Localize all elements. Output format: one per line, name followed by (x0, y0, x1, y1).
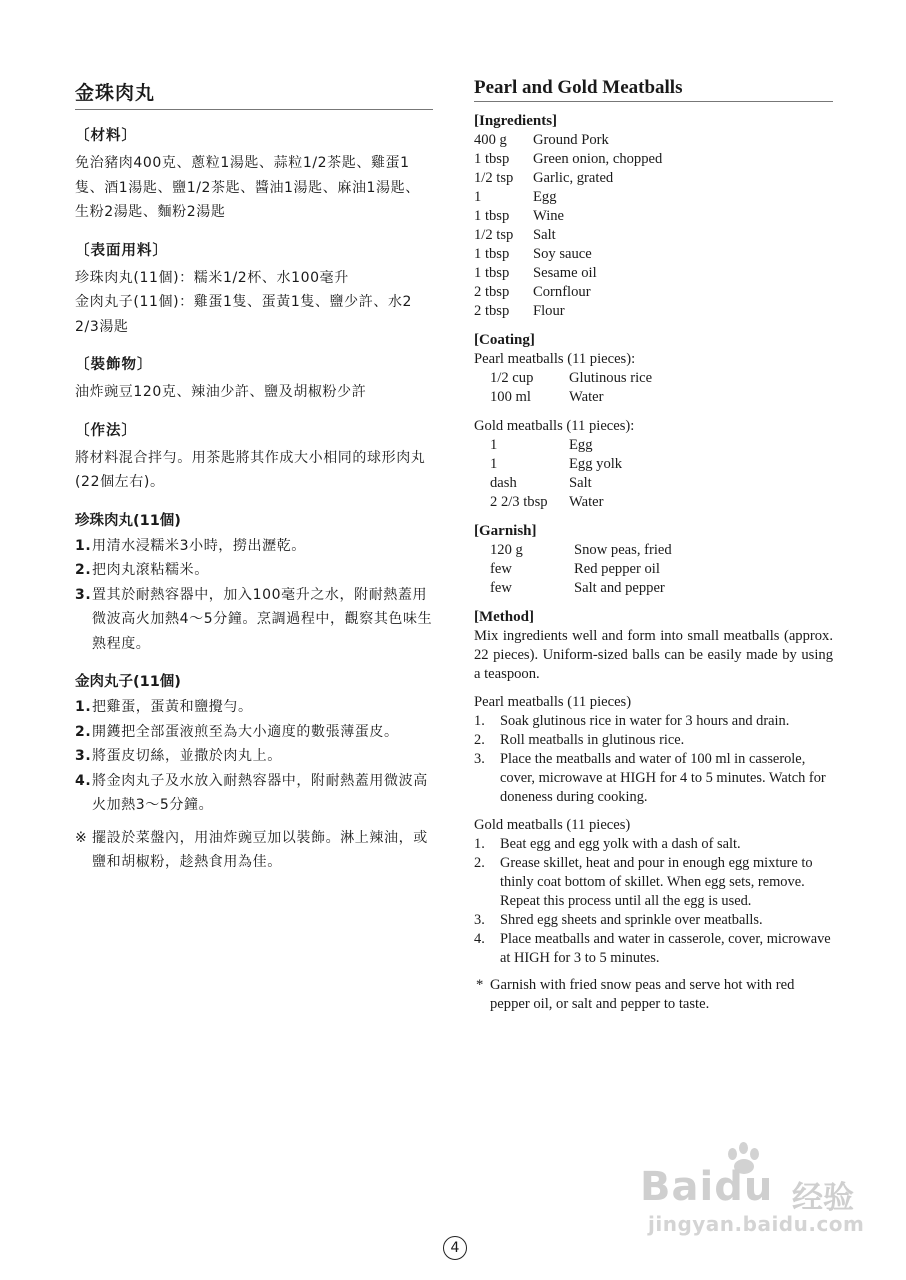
ingredient-row (474, 560, 833, 579)
step-number: 1. (75, 699, 92, 715)
ingredient-item: Water (569, 389, 604, 405)
chinese-column (75, 78, 433, 875)
ingredient-item: Glutinous rice (569, 370, 653, 386)
step-number: 2. (75, 723, 92, 740)
ingredient-item: Snow peas, fried (574, 542, 672, 558)
step-text: Beat egg and egg yolk with a dash of salt. (500, 836, 741, 852)
ingredient-item: Cornflour (533, 284, 591, 300)
step-text: Shred egg sheets and sprinkle over meatballs. (500, 912, 763, 928)
step-number: 1. (75, 537, 92, 554)
step-text: 將金肉丸子及水放入耐熱容器中，附耐熱蓋用微波高火加熱3～5分鐘。 (92, 772, 428, 813)
ingredient-qty: 1 (490, 437, 498, 453)
step-text: 置其於耐熱容器中，加入100毫升之水，附耐熱蓋用微波高火加熱4～5分鐘。烹調過程中，觀察其色味生熟程度。 (92, 586, 433, 652)
en-coating-pearl-list (474, 369, 833, 407)
list-item (474, 750, 833, 807)
list-item (474, 911, 833, 930)
en-method-text: Mix ingredients well and form into small meatballs (approx. 22 pieces). Uniform-sized balls can be easily made by using a teaspoon. (474, 628, 833, 682)
ingredient-row (474, 474, 833, 493)
step-number: 3. (75, 748, 92, 764)
watermark-cn-text: 经验 (792, 1180, 854, 1216)
ingredient-qty: 1/2 cup (490, 370, 534, 386)
ingredient-item: Red pepper oil (574, 561, 660, 577)
en-ingredients-list (474, 131, 833, 321)
ingredient-item: Ground Pork (533, 132, 609, 148)
ingredient-qty: 120 g (490, 542, 523, 558)
ingredient-item: Water (569, 494, 604, 510)
ingredient-item: Egg (569, 437, 593, 453)
step-text: 將蛋皮切絲，並撒於肉丸上。 (92, 748, 282, 764)
ingredient-qty: 100 ml (490, 389, 531, 405)
list-item (474, 930, 833, 968)
ingredient-row (474, 283, 833, 302)
zh-method-heading: 〔作法〕 (75, 422, 137, 439)
ingredient-qty: dash (490, 475, 517, 491)
ingredient-row (474, 302, 833, 321)
ingredient-qty: few (490, 561, 512, 577)
watermark-url: jingyan.baidu.com (648, 1212, 865, 1236)
ingredient-row (474, 131, 833, 150)
en-ingredients-heading: [Ingredients] (474, 113, 558, 129)
list-item (75, 769, 433, 818)
ingredient-item: Salt (533, 227, 556, 243)
zh-garnish-heading: 〔裝飾物〕 (75, 357, 153, 373)
note-text: 擺設於菜盤內，用油炸豌豆加以裝飾。淋上辣油，或鹽和胡椒粉，趁熱食用為佳。 (92, 829, 428, 870)
list-item (75, 720, 433, 745)
ingredient-item: Sesame oil (533, 265, 597, 281)
step-text: 開鑊把全部蛋液煎至為大小適度的數張薄蛋皮。 (92, 723, 399, 740)
ingredient-row (474, 388, 833, 407)
ingredient-row (474, 226, 833, 245)
ingredient-row (474, 169, 833, 188)
zh-coating-heading: 〔表面用料〕 (75, 242, 168, 259)
ingredient-row (474, 455, 833, 474)
step-number: 4. (474, 931, 485, 947)
ingredient-qty: 400 g (474, 132, 507, 148)
ingredient-row (474, 579, 833, 598)
zh-pearl-steps (75, 534, 433, 657)
note-mark: * (476, 977, 484, 993)
ingredient-row (474, 493, 833, 512)
en-garnish-heading: [Garnish] (474, 523, 537, 539)
step-number: 3. (474, 751, 485, 767)
list-item (75, 558, 433, 583)
step-number: 3. (75, 586, 92, 603)
step-number: 4. (75, 772, 92, 789)
step-number: 1. (474, 836, 485, 852)
ingredient-row (474, 436, 833, 455)
list-item (474, 835, 833, 854)
ingredient-qty: 1 tbsp (474, 265, 510, 281)
step-text: Place meatballs and water in casserole, cover, microwave at HIGH for 3 to 5 minutes. (500, 931, 831, 966)
zh-recipe-title: 金珠肉丸 (75, 78, 433, 110)
ingredient-row (474, 541, 833, 560)
ingredient-qty: 1/2 tsp (474, 227, 514, 243)
step-text: Soak glutinous rice in water for 3 hours and drain. (500, 713, 790, 729)
ingredient-qty: 2 2/3 tbsp (490, 494, 548, 510)
zh-coating-line: 珍珠肉丸(11個)：糯米1/2杯、水100毫升 (75, 269, 349, 286)
ingredient-row (474, 264, 833, 283)
zh-coating-line: 金肉丸子(11個)：雞蛋1隻、蛋黃1隻、鹽少許、水2 2/3湯匙 (75, 294, 413, 335)
zh-ingredients-text: 免治豬肉400克、蔥粒1湯匙、蒜粒1/2茶匙、雞蛋1隻、酒1湯匙、鹽1/2茶匙、醬油1湯匙、麻油1湯匙、生粉2湯匙、麵粉2湯匙 (75, 155, 420, 220)
en-garnish-list (474, 541, 833, 598)
en-pearl-label: Pearl meatballs (11 pieces) (474, 694, 632, 710)
en-coating-gold-list (474, 436, 833, 512)
ingredient-item: Salt and pepper (574, 580, 665, 596)
step-text: 用清水浸糯米3小時，撈出瀝乾。 (92, 537, 306, 554)
step-text: 把肉丸滾粘糯米。 (92, 562, 209, 578)
ingredient-qty: 1/2 tsp (474, 170, 514, 186)
ingredient-item: Garlic, grated (533, 170, 614, 186)
en-method-heading: [Method] (474, 609, 534, 625)
ingredient-row (474, 188, 833, 207)
zh-serving-note (75, 826, 433, 875)
ingredient-item: Egg (533, 189, 557, 205)
ingredient-qty: 1 (490, 456, 498, 472)
en-recipe-title: Pearl and Gold Meatballs (474, 78, 833, 102)
ingredient-item: Soy sauce (533, 246, 592, 262)
english-column (474, 78, 833, 1014)
watermark-logo: Baidu (640, 1164, 774, 1210)
zh-gold-steps (75, 695, 433, 818)
list-item (75, 534, 433, 559)
list-item (75, 695, 433, 720)
ingredient-item: Wine (533, 208, 565, 224)
list-item (474, 854, 833, 911)
note-text: Garnish with fried snow peas and serve hot with red pepper oil, or salt and pepper to taste. (490, 977, 795, 1012)
step-text: 把雞蛋，蛋黃和鹽攪勻。 (92, 699, 253, 715)
step-text: Place the meatballs and water of 100 ml in casserole, cover, microwave at HIGH for 4 to 5 minutes. Watch for doneness during cooking. (500, 751, 826, 805)
ingredient-qty: 2 tbsp (474, 284, 510, 300)
list-item (474, 712, 833, 731)
ingredient-row (474, 369, 833, 388)
ingredient-item: Salt (569, 475, 592, 491)
list-item (75, 744, 433, 769)
ingredient-item: Green onion, chopped (533, 151, 663, 167)
en-coating-heading: [Coating] (474, 332, 535, 348)
en-gold-steps (474, 835, 833, 968)
zh-garnish-text: 油炸豌豆120克、辣油少許、鹽及胡椒粉少許 (75, 384, 367, 400)
ingredient-row (474, 207, 833, 226)
baidu-watermark (640, 1150, 870, 1245)
en-serving-note (474, 976, 833, 1014)
en-gold-label: Gold meatballs (11 pieces) (474, 817, 631, 833)
ingredient-qty: 1 tbsp (474, 246, 510, 262)
step-text: Roll meatballs in glutinous rice. (500, 732, 685, 748)
note-mark: ※ (75, 829, 88, 846)
step-text: Grease skillet, heat and pour in enough egg mixture to thinly coat bottom of skillet. When egg sets, remove. Repeat this process until all the egg is used. (500, 855, 813, 909)
ingredient-item: Flour (533, 303, 565, 319)
step-number: 3. (474, 912, 485, 928)
en-coating-gold-label: Gold meatballs (11 pieces): (474, 418, 635, 434)
step-number: 1. (474, 713, 485, 729)
zh-method-text: 將材料混合拌勻。用茶匙將其作成大小相同的球形肉丸(22個左右)。 (75, 449, 426, 490)
ingredient-row (474, 150, 833, 169)
ingredient-qty: 1 (474, 189, 482, 205)
step-number: 2. (75, 562, 92, 578)
list-item (474, 731, 833, 750)
zh-gold-heading: 金肉丸子(11個) (75, 674, 181, 690)
page-number: 4 (443, 1236, 467, 1260)
step-number: 2. (474, 732, 485, 748)
zh-ingredients-heading: 〔材料〕 (75, 128, 137, 144)
ingredient-item: Egg yolk (569, 456, 623, 472)
ingredient-qty: 1 tbsp (474, 208, 510, 224)
en-coating-pearl-label: Pearl meatballs (11 pieces): (474, 351, 636, 367)
en-pearl-steps (474, 712, 833, 807)
list-item (75, 583, 433, 657)
ingredient-qty: 1 tbsp (474, 151, 510, 167)
zh-pearl-heading: 珍珠肉丸(11個) (75, 512, 181, 529)
ingredient-row (474, 245, 833, 264)
ingredient-qty: few (490, 580, 512, 596)
ingredient-qty: 2 tbsp (474, 303, 510, 319)
step-number: 2. (474, 855, 485, 871)
